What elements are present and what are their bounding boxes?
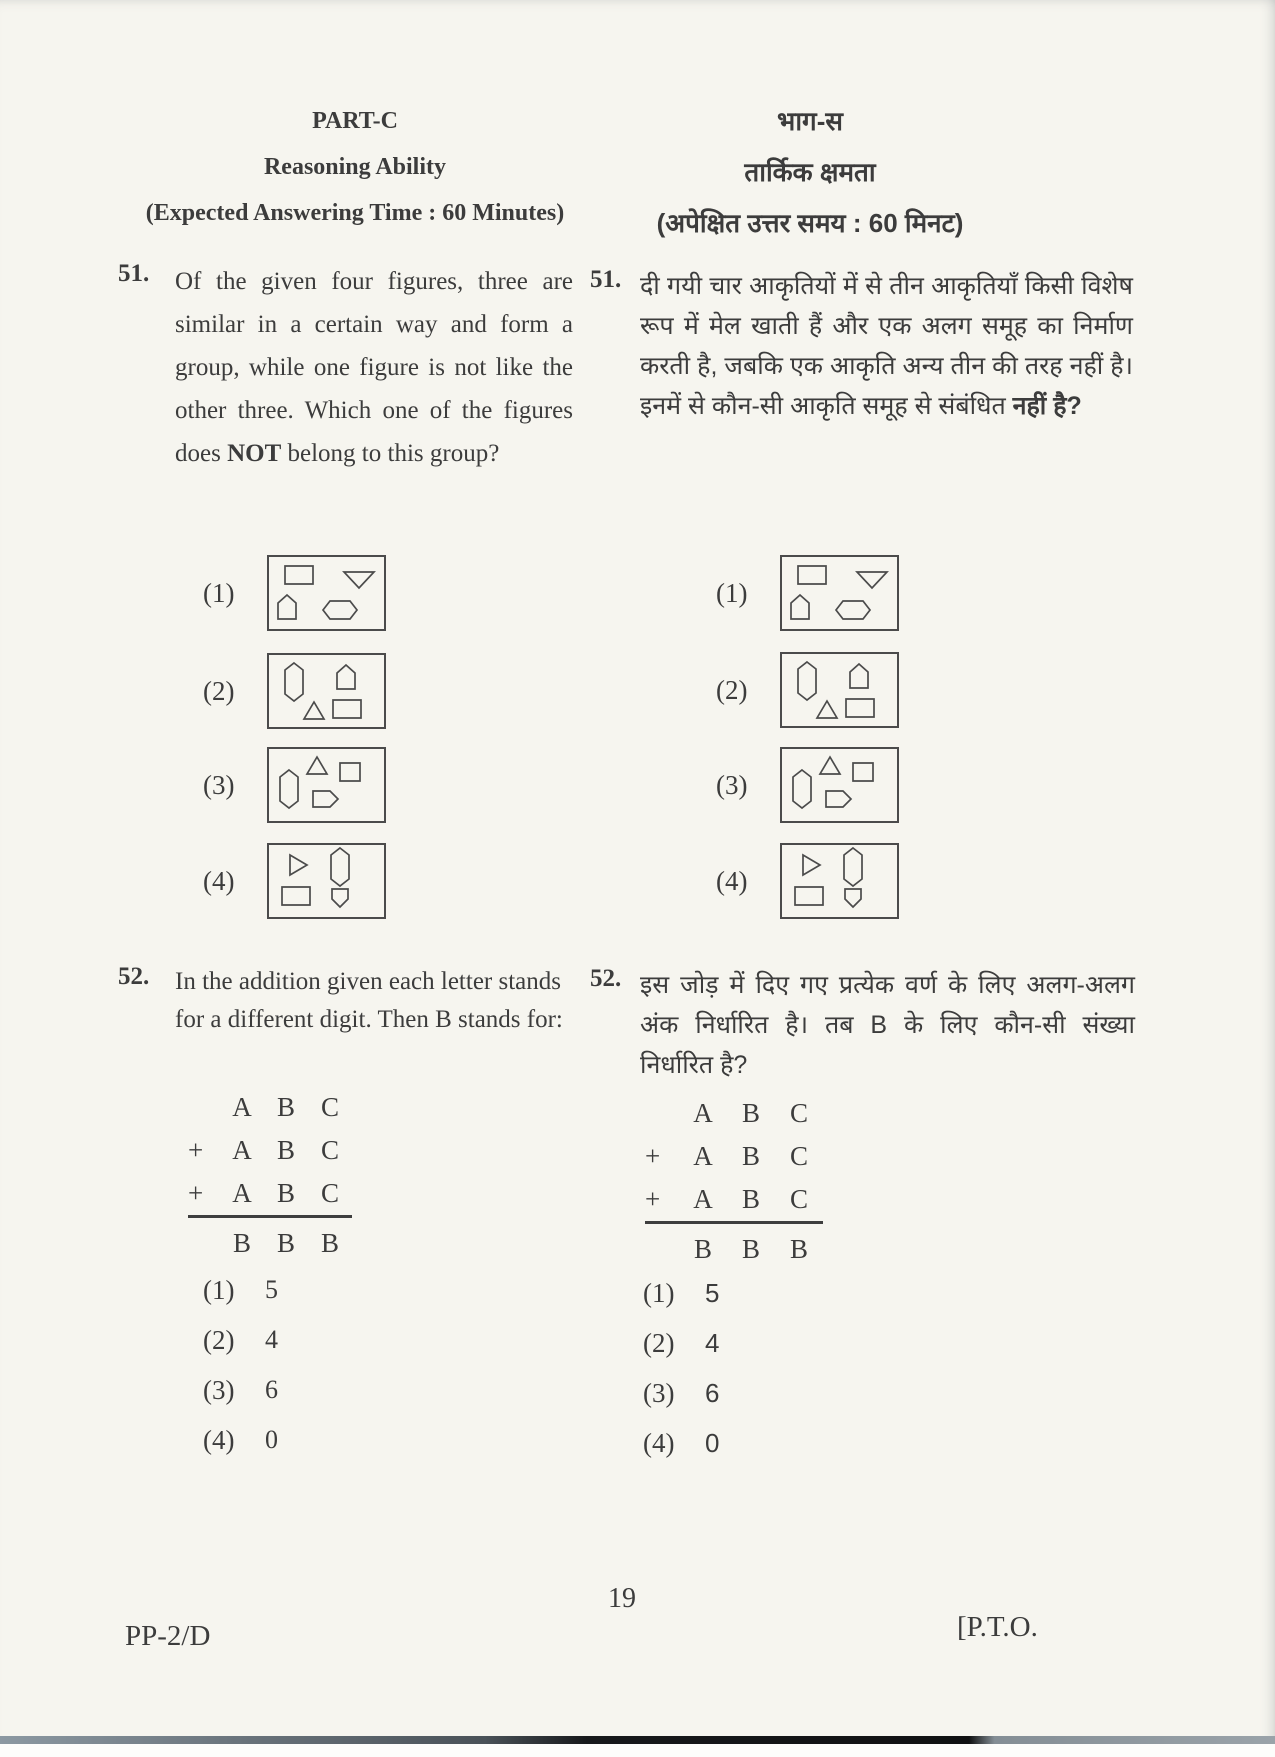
q51-option-3-en bbox=[203, 748, 386, 822]
rectangle-shape bbox=[795, 887, 823, 905]
q52-options-hi bbox=[643, 1268, 719, 1468]
result-letter-1-hi: B bbox=[693, 1234, 712, 1264]
addition-puzzle-en bbox=[188, 1086, 352, 1265]
subject-title-en: Reasoning Ability bbox=[263, 154, 447, 180]
square-shape bbox=[853, 763, 873, 781]
question-51-text-en bbox=[175, 260, 573, 475]
scan-edge-strip bbox=[0, 1736, 1275, 1744]
row3-letter-a: A bbox=[232, 1178, 252, 1208]
header-hindi bbox=[610, 102, 1010, 255]
question-52-text-hi: इस जोड़ में दिए गए प्रत्येक वर्ण के लिए अलग-अलग अंक निर्धारित है। तब B के लिए कौन-सी संख्या निर्धारित है? bbox=[640, 971, 1135, 1079]
option-1-label: (1) bbox=[203, 577, 235, 608]
q51-option-3-hi bbox=[716, 748, 899, 822]
pentagon-up-shape bbox=[850, 664, 868, 688]
q52-option-3-hi bbox=[643, 1368, 719, 1418]
option-4-label: (4) bbox=[203, 865, 235, 896]
row3-letter-c: C bbox=[320, 1178, 339, 1208]
q51-option-2-en bbox=[203, 654, 386, 728]
row2-letter-a-hi: A bbox=[693, 1141, 713, 1171]
q52-option-2-label-hi: (2) bbox=[643, 1327, 675, 1358]
hexagon-vertical-shape bbox=[280, 770, 298, 808]
q51-option-1-figure-hi bbox=[780, 555, 899, 631]
rectangle-shape bbox=[285, 566, 313, 584]
q52-option-4-value: 0 bbox=[265, 1425, 278, 1454]
question-52-text-en: In the addition given each letter stands for a different digit. Then B stands for: bbox=[175, 968, 563, 1033]
square-shape bbox=[340, 763, 360, 781]
question-51-hindi bbox=[590, 266, 1133, 426]
pentagon-up-shape bbox=[337, 665, 355, 689]
addition-puzzle-hi bbox=[645, 1092, 823, 1271]
addition-row-1-hi bbox=[645, 1092, 823, 1135]
triangle-up-shape bbox=[817, 701, 837, 718]
q51-en-bold: NOT bbox=[227, 440, 282, 467]
question-52-number: 52. bbox=[118, 963, 150, 990]
result-letter-2-hi: B bbox=[741, 1234, 760, 1264]
q52-options-en bbox=[203, 1265, 278, 1465]
row3-letter-b: B bbox=[276, 1178, 295, 1208]
scan-edge-below bbox=[0, 1744, 1275, 1757]
row1-letter-a: A bbox=[232, 1092, 252, 1122]
row1-letter-c: C bbox=[320, 1092, 339, 1122]
triangle-up-shape bbox=[307, 757, 327, 774]
addition-result-row-hi bbox=[645, 1228, 823, 1271]
rectangle-shape bbox=[798, 566, 826, 584]
option-2-label: (2) bbox=[203, 675, 235, 706]
hexagon-vertical-shape bbox=[285, 663, 303, 701]
addition-row-2-hi bbox=[645, 1135, 823, 1178]
header-english bbox=[115, 108, 595, 246]
hexagon-vertical-shape bbox=[844, 848, 862, 886]
q51-hi-bold: नहीं है? bbox=[1012, 392, 1082, 420]
row2-letter-b: B bbox=[276, 1135, 295, 1165]
q52-option-4-value-hi: 0 bbox=[705, 1427, 720, 1458]
triangle-down-shape bbox=[344, 572, 374, 588]
question-52-hindi bbox=[590, 965, 1135, 1085]
row3-letter-b-hi: B bbox=[741, 1184, 760, 1214]
q52-option-4-en bbox=[203, 1415, 278, 1465]
q52-option-3-label: (3) bbox=[203, 1374, 235, 1405]
page-number: 19 bbox=[608, 1583, 636, 1614]
q51-option-2-hi bbox=[716, 653, 899, 727]
addition-row-3 bbox=[188, 1172, 352, 1218]
option-2-label-hi: (2) bbox=[716, 674, 748, 705]
q52-option-3-value: 6 bbox=[265, 1375, 278, 1404]
row3-letter-a-hi: A bbox=[693, 1184, 713, 1214]
q51-hi-pre: दी गयी चार आकृतियों में से तीन आकृतियाँ किसी विशेष रूप में मेल खाती हैं और एक अलग समूह का निर्माण करती है, जबकि एक आकृति अन्य तीन की तरह नहीं है। इनमें से कौन-सी आकृति समूह से संबंधित bbox=[640, 272, 1133, 420]
answering-time-hi: (अपेक्षित उत्तर समय : 60 मिनट) bbox=[656, 208, 964, 238]
q52-option-1-value-hi: 5 bbox=[705, 1277, 720, 1308]
result-letter-2: B bbox=[276, 1228, 295, 1258]
q52-option-2-value: 4 bbox=[265, 1325, 278, 1354]
pto-label: [P.T.O. bbox=[957, 1611, 1038, 1643]
row3-letter-c-hi: C bbox=[789, 1184, 808, 1214]
rectangle-shape bbox=[333, 700, 361, 718]
pentagon-right-shape bbox=[313, 791, 338, 807]
row2-letter-a: A bbox=[232, 1135, 252, 1165]
addition-row-3-hi bbox=[645, 1178, 823, 1224]
q51-option-1-hi bbox=[716, 556, 899, 630]
result-letter-3-hi: B bbox=[789, 1234, 808, 1264]
pentagon-down-shape bbox=[332, 889, 348, 907]
row1-letter-c-hi: C bbox=[789, 1098, 808, 1128]
question-51-number-hi: 51. bbox=[590, 266, 622, 293]
pentagon-up-shape bbox=[278, 595, 296, 619]
option-3-label: (3) bbox=[203, 769, 235, 800]
row2-plus-hi: + bbox=[645, 1141, 661, 1171]
triangle-up-shape bbox=[820, 757, 840, 774]
addition-result-row bbox=[188, 1222, 352, 1265]
rectangle-shape bbox=[282, 887, 310, 905]
q52-option-3-label-hi: (3) bbox=[643, 1377, 675, 1408]
row2-letter-c-hi: C bbox=[789, 1141, 808, 1171]
pentagon-right-shape bbox=[826, 791, 851, 807]
q51-option-4-en bbox=[203, 844, 386, 918]
q52-option-2-en bbox=[203, 1315, 278, 1365]
q51-option-3-figure-hi bbox=[780, 747, 899, 823]
pentagon-down-shape bbox=[845, 889, 861, 907]
pentagon-up-shape bbox=[791, 595, 809, 619]
q52-option-2-value-hi: 4 bbox=[705, 1327, 720, 1358]
q52-option-1-hi bbox=[643, 1268, 719, 1318]
hexagon-horizontal-shape bbox=[836, 601, 870, 619]
triangle-right-shape bbox=[803, 855, 820, 875]
addition-row-1 bbox=[188, 1086, 352, 1129]
row3-plus: + bbox=[188, 1178, 204, 1208]
triangle-down-shape bbox=[857, 572, 887, 588]
row1-letter-a-hi: A bbox=[693, 1098, 713, 1128]
q52-option-3-en bbox=[203, 1365, 278, 1415]
q51-option-3-figure bbox=[267, 747, 386, 823]
answering-time-en: (Expected Answering Time : 60 Minutes) bbox=[145, 200, 565, 226]
q51-option-4-figure bbox=[267, 843, 386, 919]
q52-option-4-label: (4) bbox=[203, 1424, 235, 1455]
row2-letter-c: C bbox=[320, 1135, 339, 1165]
question-52-number-hi: 52. bbox=[590, 965, 622, 992]
q52-option-1-en bbox=[203, 1265, 278, 1315]
result-letter-3: B bbox=[320, 1228, 339, 1258]
hexagon-vertical-shape bbox=[798, 662, 816, 700]
part-title-en: PART-C bbox=[312, 108, 398, 134]
q52-option-2-label: (2) bbox=[203, 1324, 235, 1355]
q51-option-2-figure bbox=[267, 653, 386, 729]
question-51-text-hi bbox=[640, 266, 1133, 426]
hexagon-vertical-shape bbox=[331, 848, 349, 886]
q52-option-4-hi bbox=[643, 1418, 719, 1468]
row3-plus-hi: + bbox=[645, 1184, 661, 1214]
q52-option-4-label-hi: (4) bbox=[643, 1427, 675, 1458]
row1-letter-b-hi: B bbox=[741, 1098, 760, 1128]
q52-option-1-value: 5 bbox=[265, 1275, 278, 1304]
q51-option-2-figure-hi bbox=[780, 652, 899, 728]
q52-option-1-label: (1) bbox=[203, 1274, 235, 1305]
q52-option-3-value-hi: 6 bbox=[705, 1377, 720, 1408]
option-4-label-hi: (4) bbox=[716, 865, 748, 896]
q52-option-2-hi bbox=[643, 1318, 719, 1368]
addition-row-2 bbox=[188, 1129, 352, 1172]
hexagon-horizontal-shape bbox=[323, 601, 357, 619]
q51-option-4-hi bbox=[716, 844, 899, 918]
rectangle-shape bbox=[846, 699, 874, 717]
q51-en-post: belong to this group? bbox=[281, 440, 500, 467]
question-51-number: 51. bbox=[118, 260, 150, 287]
row2-letter-b-hi: B bbox=[741, 1141, 760, 1171]
row2-plus: + bbox=[188, 1135, 204, 1165]
triangle-up-shape bbox=[304, 702, 324, 719]
question-51-english bbox=[118, 260, 573, 475]
question-52-english bbox=[118, 963, 568, 1039]
q51-option-4-figure-hi bbox=[780, 843, 899, 919]
option-3-label-hi: (3) bbox=[716, 769, 748, 800]
result-letter-1: B bbox=[232, 1228, 251, 1258]
q52-option-1-label-hi: (1) bbox=[643, 1277, 675, 1308]
hexagon-vertical-shape bbox=[793, 770, 811, 808]
q51-option-1-figure bbox=[267, 555, 386, 631]
q51-en-pre: Of the given four figures, three are similar in a certain way and form a group, while one figure is not like the other three. Which one of the figures does bbox=[175, 268, 573, 467]
booklet-code: PP-2/D bbox=[125, 1620, 211, 1652]
option-1-label-hi: (1) bbox=[716, 577, 748, 608]
part-title-hi: भाग-स bbox=[777, 106, 843, 136]
q51-option-1-en bbox=[203, 556, 386, 630]
row1-letter-b: B bbox=[276, 1092, 295, 1122]
subject-title-hi: तार्किक क्षमता bbox=[744, 157, 876, 187]
triangle-right-shape bbox=[290, 855, 307, 875]
